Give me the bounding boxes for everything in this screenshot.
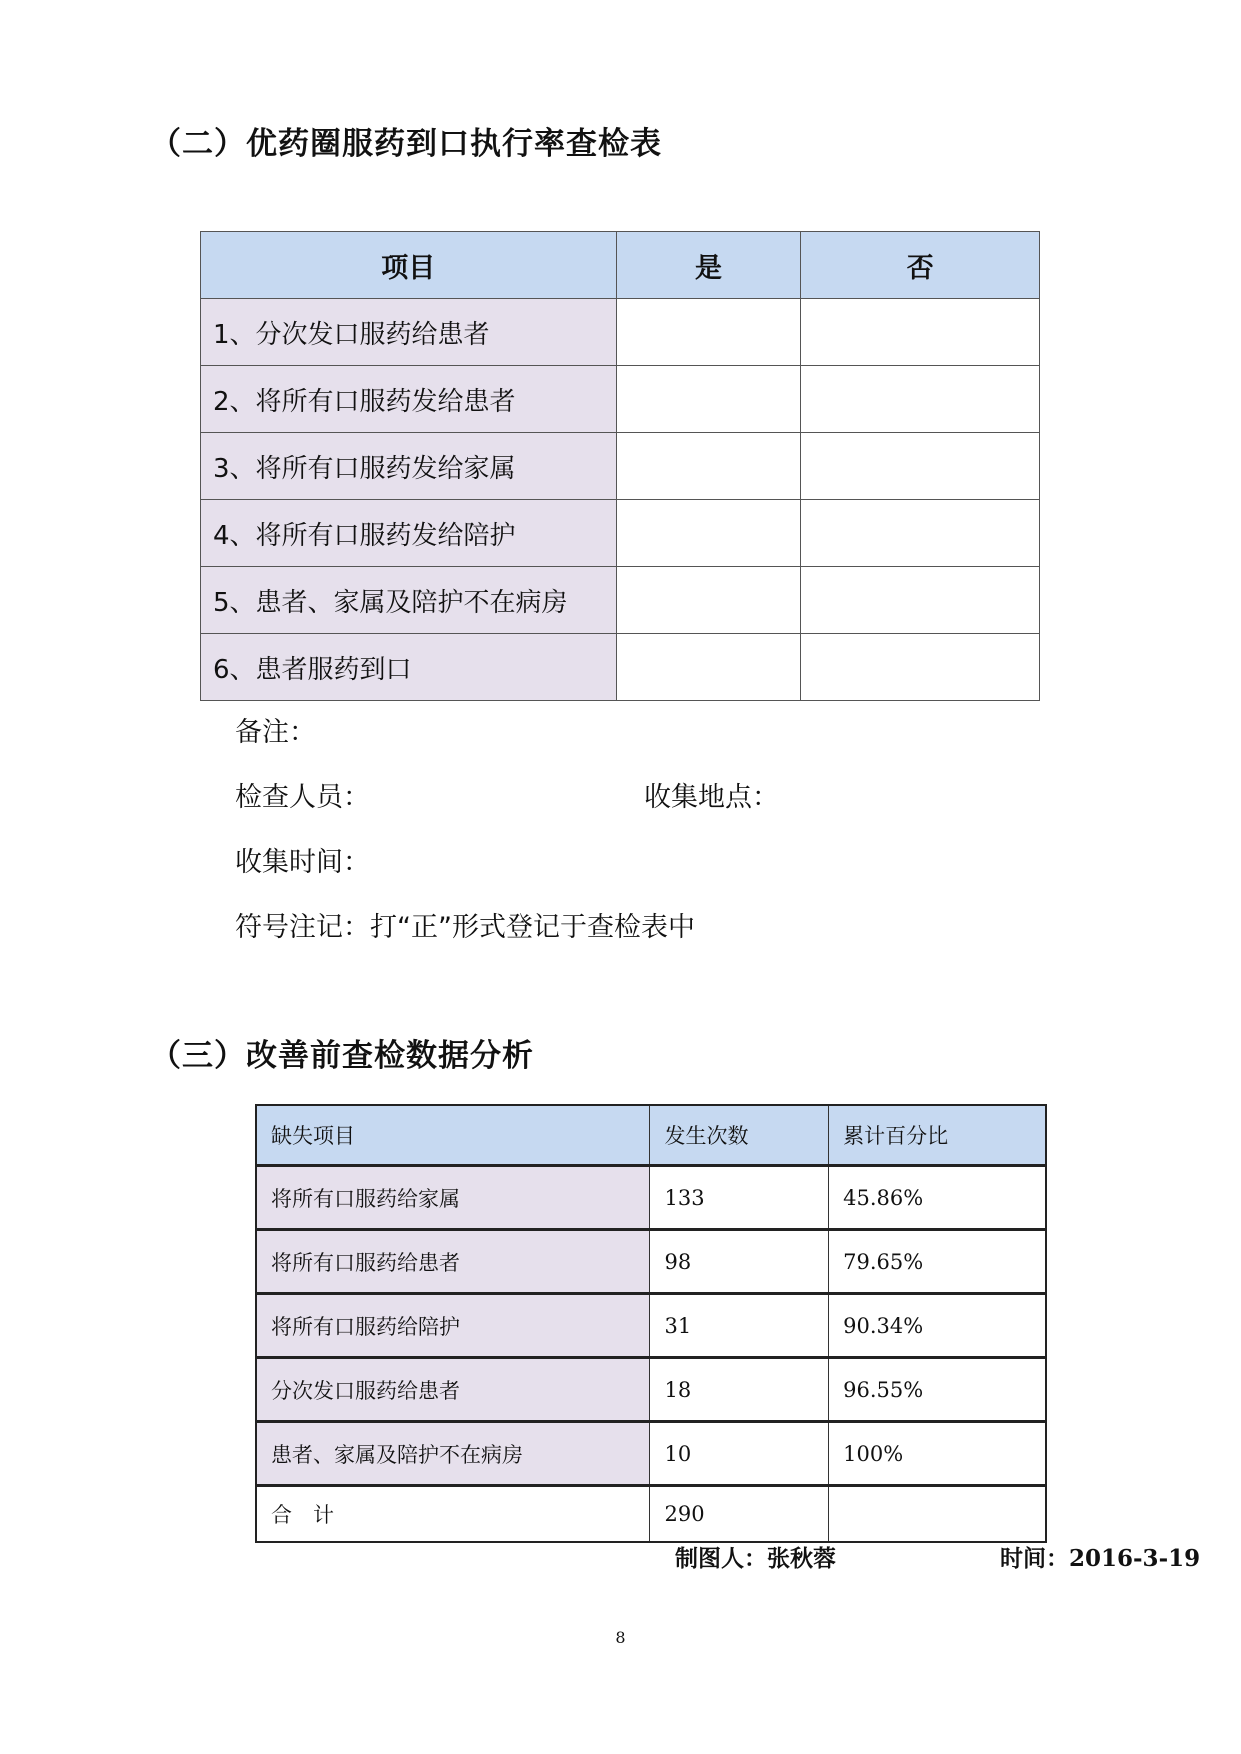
header-no: 否 [801, 232, 1040, 299]
table-row [256, 1230, 1046, 1294]
table-row [256, 1166, 1046, 1230]
cumulative-percent-cell: 90.34% [829, 1294, 1046, 1358]
header-cumulative-percent: 累计百分比 [829, 1105, 1046, 1166]
occurrence-cell: 98 [650, 1230, 829, 1294]
remark-label: 备注： [235, 717, 316, 748]
row-item-label: 5、患者、家属及陪护不在病房 [201, 567, 617, 634]
header-yes: 是 [616, 232, 801, 299]
yes-cell [616, 500, 801, 567]
no-cell [801, 567, 1040, 634]
missing-item-cell: 患者、家属及陪护不在病房 [256, 1422, 650, 1486]
row-item-label: 3、将所有口服药发给家属 [201, 433, 617, 500]
collect-time-label: 收集时间： [235, 847, 370, 878]
occurrence-cell: 31 [650, 1294, 829, 1358]
symbol-note: 符号注记：打“正”形式登记于查检表中 [235, 912, 695, 943]
missing-item-cell: 分次发口服药给患者 [256, 1358, 650, 1422]
missing-item-cell: 将所有口服药给家属 [256, 1166, 650, 1230]
yes-cell [616, 366, 801, 433]
table-row [201, 567, 1040, 634]
table-row [201, 500, 1040, 567]
no-cell [801, 299, 1040, 366]
table-row [201, 433, 1040, 500]
no-cell [801, 433, 1040, 500]
missing-item-cell: 将所有口服药给患者 [256, 1230, 650, 1294]
cumulative-percent-cell: 45.86% [829, 1166, 1046, 1230]
row-item-label: 6、患者服药到口 [201, 634, 617, 701]
table-header-row [256, 1105, 1046, 1166]
table-row [256, 1294, 1046, 1358]
yes-cell [616, 634, 801, 701]
table-row [201, 634, 1040, 701]
row-item-label: 4、将所有口服药发给陪护 [201, 500, 617, 567]
header-item: 项目 [201, 232, 617, 299]
chart-maker: 制图人：张秋蓉 [675, 1546, 836, 1572]
total-count-cell: 290 [650, 1486, 829, 1543]
cumulative-percent-cell: 79.65% [829, 1230, 1046, 1294]
table-row [201, 366, 1040, 433]
row-item-label: 2、将所有口服药发给患者 [201, 366, 617, 433]
no-cell [801, 634, 1040, 701]
yes-cell [616, 433, 801, 500]
header-occurrences: 发生次数 [650, 1105, 829, 1166]
no-cell [801, 500, 1040, 567]
page-number: 8 [615, 1628, 626, 1647]
cumulative-percent-cell: 100% [829, 1422, 1046, 1486]
checklist-table [200, 231, 1040, 701]
header-missing-item: 缺失项目 [256, 1105, 650, 1166]
no-cell [801, 366, 1040, 433]
row-item-label: 1、分次发口服药给患者 [201, 299, 617, 366]
yes-cell [616, 299, 801, 366]
occurrence-cell: 133 [650, 1166, 829, 1230]
location-label: 收集地点： [644, 782, 779, 813]
cumulative-percent-cell: 96.55% [829, 1358, 1046, 1422]
chart-date: 时间：2016-3-19 [1000, 1545, 1201, 1572]
yes-cell [616, 567, 801, 634]
table-row [256, 1358, 1046, 1422]
table-row [256, 1422, 1046, 1486]
occurrence-cell: 18 [650, 1358, 829, 1422]
total-label-cell: 合 计 [256, 1486, 650, 1543]
total-percent-cell [829, 1486, 1046, 1543]
section-title-checklist: （二）优药圈服药到口执行率查检表 [150, 126, 662, 162]
missing-item-cell: 将所有口服药给陪护 [256, 1294, 650, 1358]
table-header-row [201, 232, 1040, 299]
section-title-analysis: （三）改善前查检数据分析 [150, 1038, 534, 1074]
inspector-label: 检查人员： [235, 782, 370, 813]
occurrence-cell: 10 [650, 1422, 829, 1486]
table-row [201, 299, 1040, 366]
analysis-table [255, 1104, 1047, 1543]
table-total-row [256, 1486, 1046, 1543]
